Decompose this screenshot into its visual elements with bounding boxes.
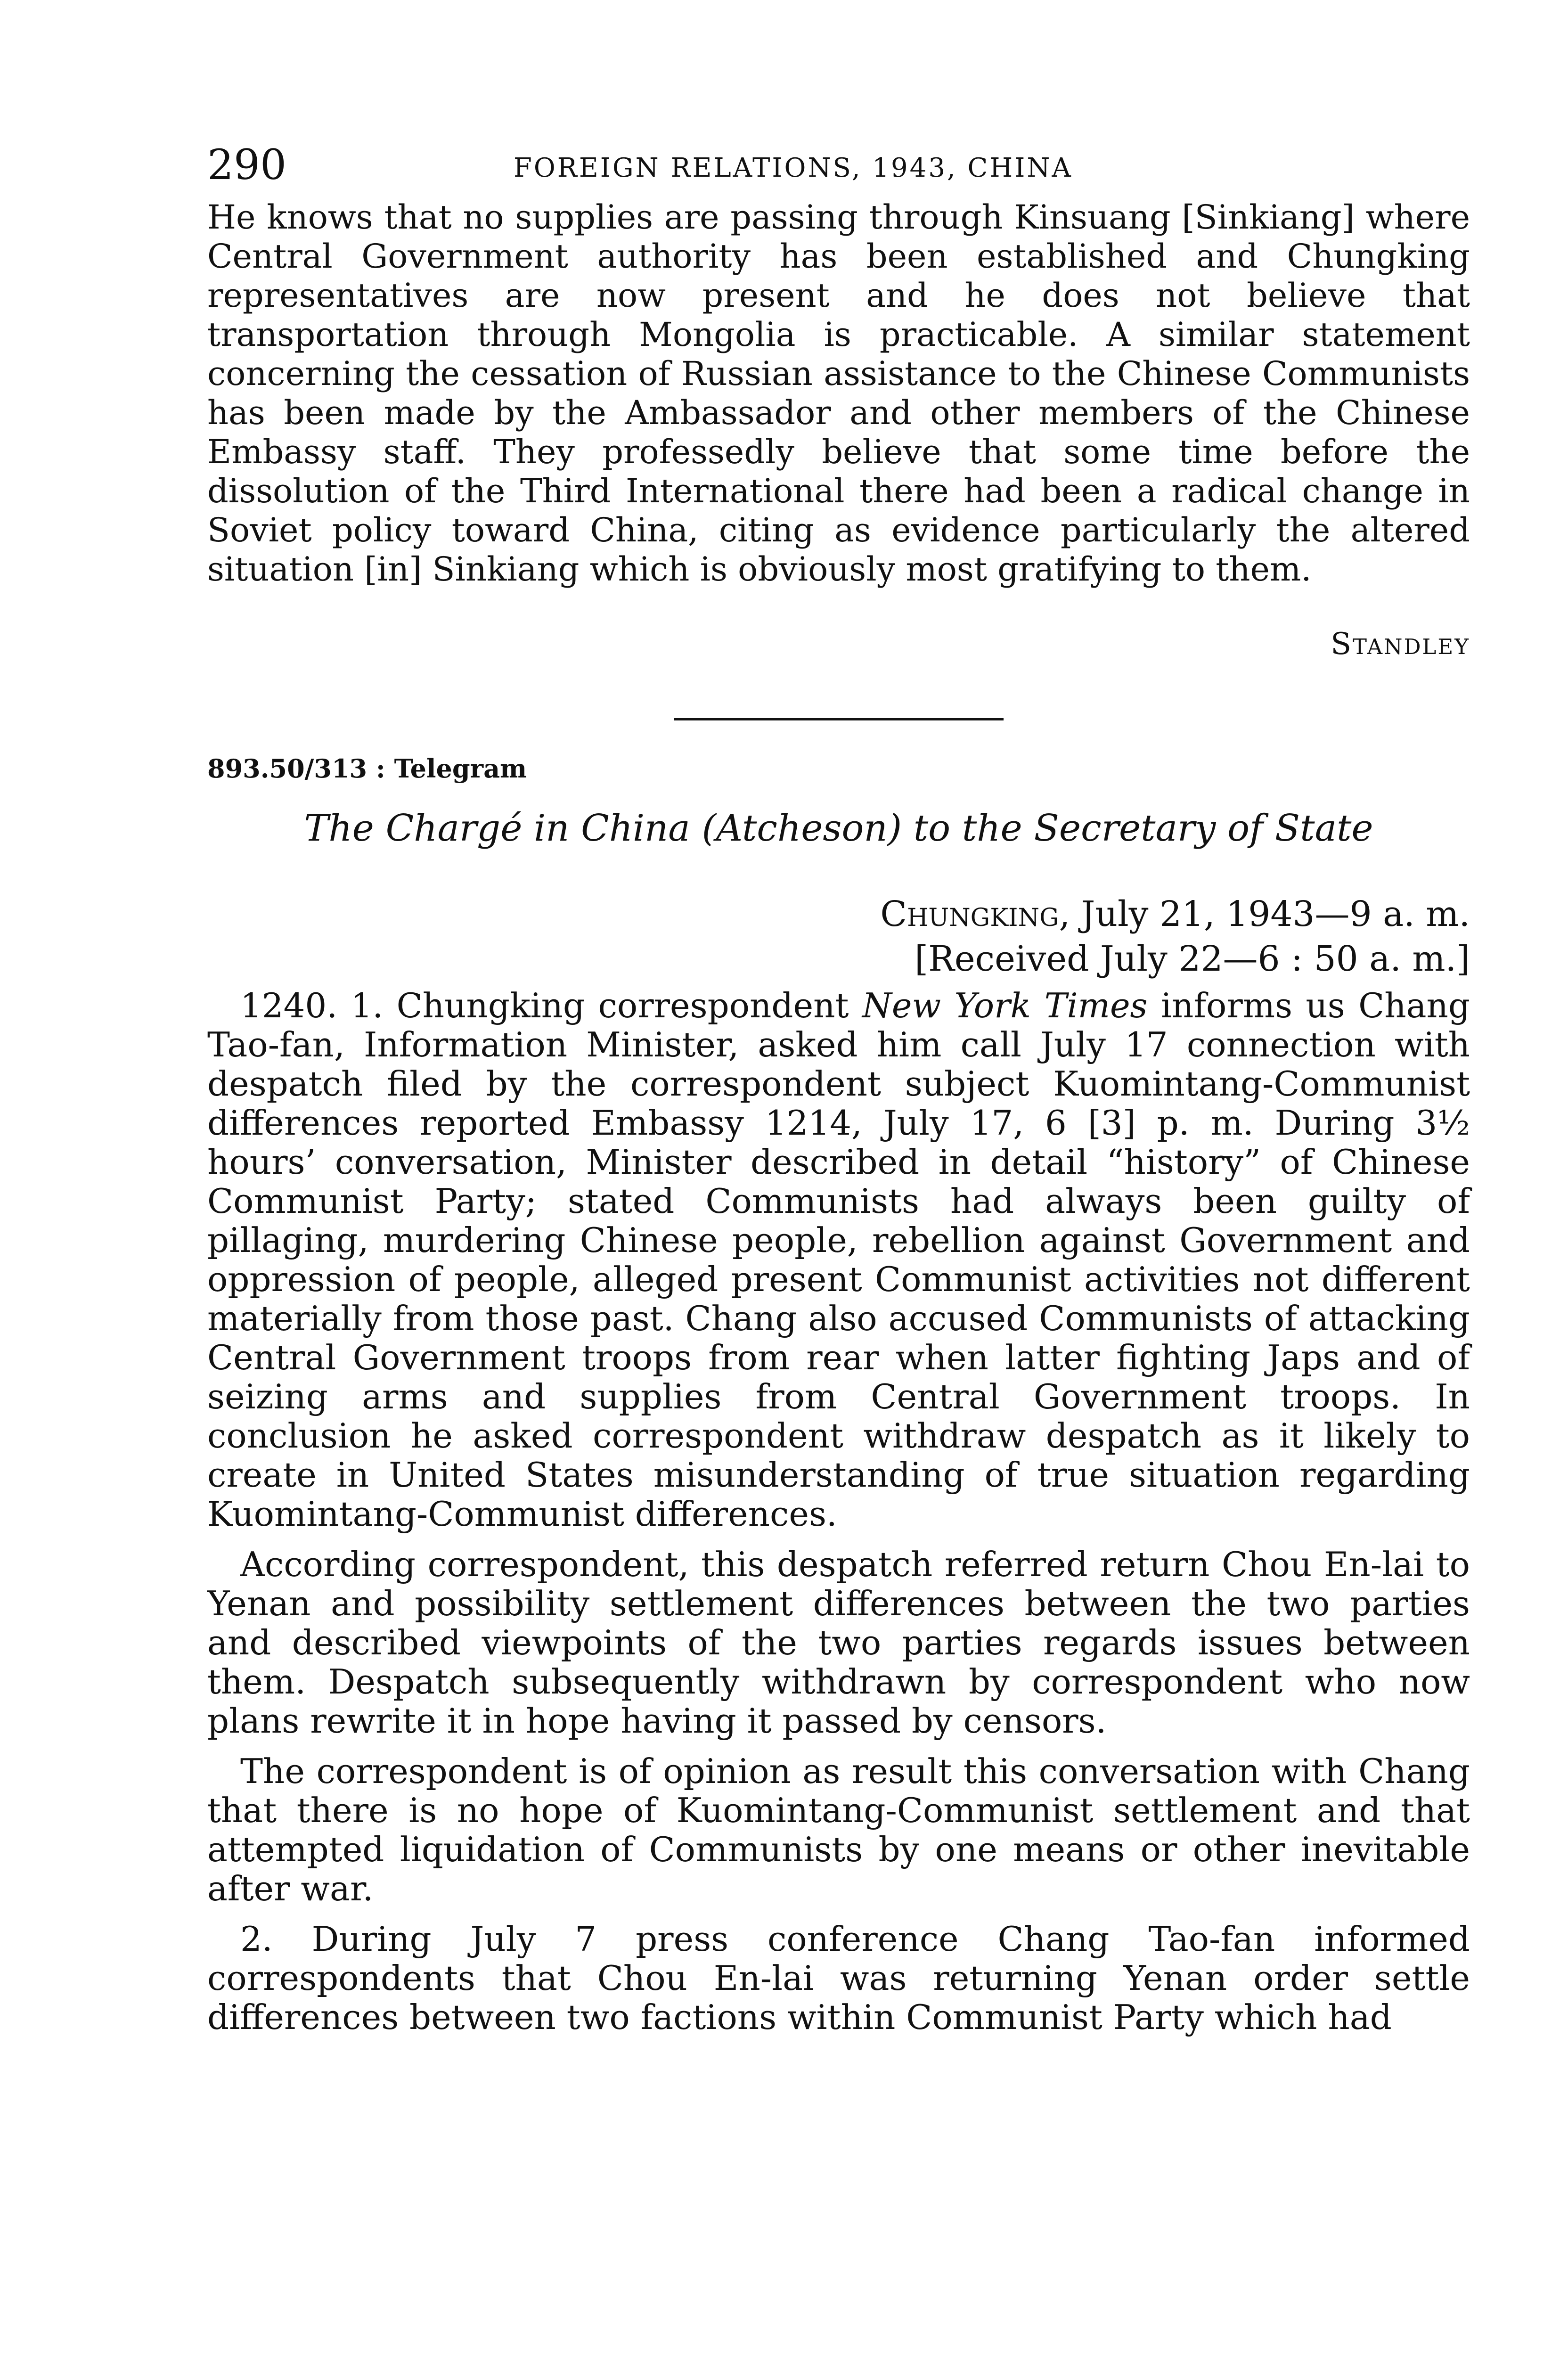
paragraph-1-start: 1240. 1. Chungking correspondent [240,986,862,1025]
dateline-place: Chungking [880,894,1059,934]
dateline-date: , July 21, 1943—9 a. m. [1059,894,1470,934]
paragraph-4: 2. During July 7 press conference Chang Tao-fan informed correspondents that Chou En-lai was returning Yenan order settle differences between two factions within Communist Party which had [207,1919,1470,2037]
dateline [207,892,1470,937]
section-divider [674,718,1004,720]
paragraph-3: The correspondent is of opinion as result this conversation with Chang that there is no hope of Kuomintang-Communist settlement and that attempted liquidation of Communists by one means or other inevitable after war. [207,1751,1470,1908]
paragraph-1 [207,986,1470,1534]
running-head [207,141,1470,198]
signature: Standley [1331,627,1470,662]
previous-document-paragraph: He knows that no supplies are passing through Kinsuang [Sinkiang] where Central Government authority has been established and Chungking representatives are now present and he does not believe that transportation through Mongolia is practicable. A similar statement concerning the cessation of Russian assistance to the Chinese Communists has been made by the Ambassador and other members of the Chinese Embassy staff. They professedly believe that some time before the dissolution of the Third International there had been a radical change in Soviet policy toward China, citing as evidence particularly the altered situation [in] Sinkiang which is obviously most gratifying to them. [207,198,1470,589]
paragraph-2: According correspondent, this despatch referred return Chou En-lai to Yenan and possibility settlement differences between the two parties and described viewpoints of the two parties regards issues between them. Despatch subsequently withdrawn by correspondent who now plans rewrite it in hope having it passed by censors. [207,1545,1470,1741]
document-title: The Chargé in China (Atcheson) to the Secretary of State [304,807,1373,850]
page [207,141,1470,2037]
page-number: 290 [207,140,286,189]
running-title: FOREIGN RELATIONS, 1943, CHINA [514,153,1073,183]
received-line: [Received July 22—6 : 50 a. m.] [915,939,1470,979]
file-reference: 893.50/313 : Telegram [207,753,527,784]
publication-name: New York Times [862,986,1148,1025]
paragraph-1-rest: informs us Chang Tao-fan, Information Minister, asked him call July 17 connection with despatch filed by the correspondent subject Kuomintang-Communist differences reported Embassy 1214, July 17, 6 [3] p. m. During 3½ hours’ conversation, Minister described in detail “history” of Chinese Communist Party; stated Communists had always been guilty of pillaging, murdering Chinese people, rebellion against Government and oppression of people, alleged present Communist activities not different materially from those past. Chang also accused Communists of attacking Central Government troops from rear when latter fighting Japs and of seizing arms and supplies from Central Government troops. In conclusion he asked correspondent withdraw despatch as it likely to create in United States misunderstanding of true situation regarding Kuomintang-Communist differences. [207,986,1470,1534]
